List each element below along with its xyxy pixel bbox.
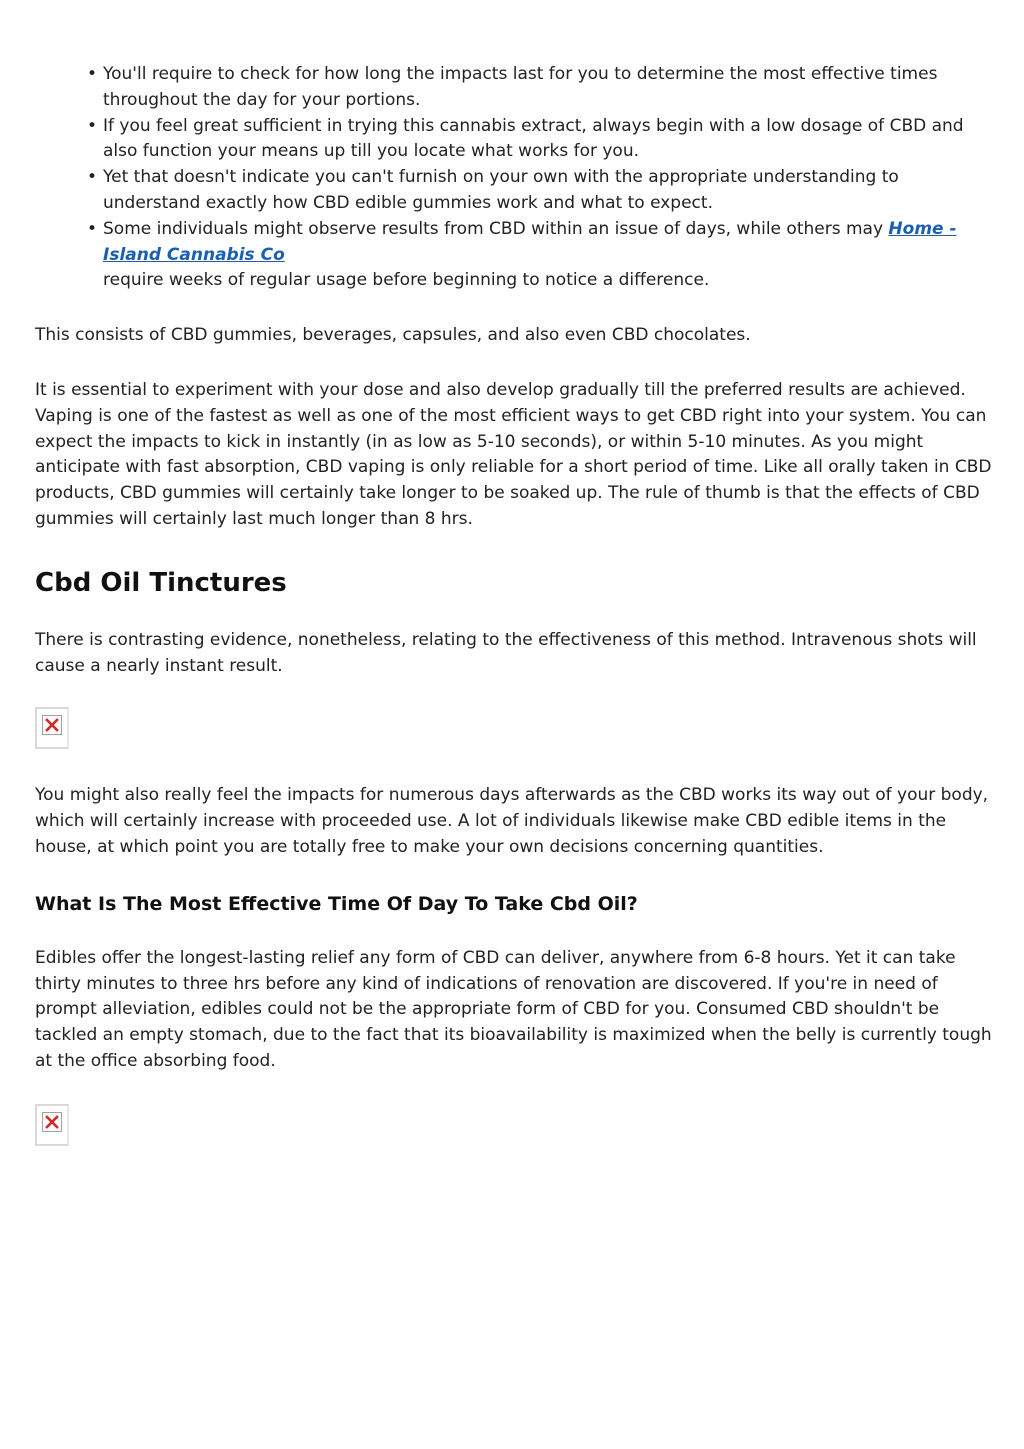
- broken-image-icon: [35, 1104, 69, 1146]
- list-item: [87, 165, 995, 217]
- list-item: [87, 217, 995, 294]
- close-x-icon: [45, 718, 59, 732]
- bullet-dot-icon: •: [87, 167, 98, 188]
- close-x-icon: [45, 1115, 59, 1129]
- broken-image-frame: [42, 1112, 62, 1132]
- bullet-dot-icon: •: [87, 218, 98, 239]
- list-item-text: Some individuals might observe results from CBD within an issue of days, while others may: [103, 218, 889, 239]
- broken-image-frame: [42, 715, 62, 735]
- paragraph-evidence: There is contrasting evidence, nonetheless, relating to the effectiveness of this method. Intravenous shots will cause a nearly instant result.: [35, 629, 977, 676]
- list-item-text: If you feel great sufficient in trying this cannabis extract, always begin with a low dosage of CBD and also function your means up till you locate what works for you.: [103, 115, 964, 162]
- paragraph-effects: You might also really feel the impacts for numerous days afterwards as the CBD works its way out of your body, which will certainly increase with proceeded use. A lot of individuals likewise make CBD edible items in the house, at which point you are totally free to make your own decisions concerning quantities.: [35, 785, 989, 857]
- bullet-dot-icon: •: [87, 64, 98, 84]
- subsection-heading: What Is The Most Effective Time Of Day To Take Cbd Oil?: [35, 892, 638, 915]
- list-item-text: Yet that doesn't indicate you can't furnish on your own with the appropriate understanding to understand exactly how CBD edible gummies work and what to expect.: [103, 167, 899, 213]
- section-heading: Cbd Oil Tinctures: [35, 567, 287, 598]
- paragraph-dosing: It is essential to experiment with your dose and also develop gradually till the preferred results are achieved. Vaping is one of the fastest as well as one of the most efficient ways to get CBD right into your system. You can expect the impacts to kick in instantly (in as low as 5-10 seconds), or within 5-10 minutes. As you might anticipate with fast absorption, CBD vaping is only reliable for a short period of time. Like all orally taken in CBD products, CBD gummies will certainly take longer to be soaked up. The rule of thumb is that the effects of CBD gummies will certainly last much longer than 8 hrs.: [35, 379, 992, 529]
- bullet-list: [35, 62, 995, 294]
- paragraph-products: This consists of CBD gummies, beverages, capsules, and also even CBD chocolates.: [35, 325, 751, 346]
- paragraph-edibles: Edibles offer the longest-lasting relief any form of CBD can deliver, anywhere from 6-8 hours. Yet it can take thirty minutes to three hrs before any kind of indications of renovation are discovered. If you're in need of prompt alleviation, edibles could not be the appropriate form of CBD for you. Consumed CBD shouldn't be tackled an empty stomach, due to the fact that its bioavailability is maximized when the belly is currently tough at the office absorbing food.: [35, 947, 992, 1071]
- list-item-text: You'll require to check for how long the impacts last for you to determine the most effective times throughout the day for your portions.: [103, 64, 938, 110]
- list-item: [87, 62, 995, 114]
- list-item-text-continued: require weeks of regular usage before beginning to notice a difference.: [103, 270, 710, 291]
- list-item: [87, 114, 995, 166]
- document-page: [35, 62, 995, 1146]
- broken-image-icon: [35, 707, 69, 749]
- island-cannabis-link[interactable]: Home - Island Cannabis Co: [103, 218, 957, 265]
- bullet-dot-icon: •: [87, 115, 98, 136]
